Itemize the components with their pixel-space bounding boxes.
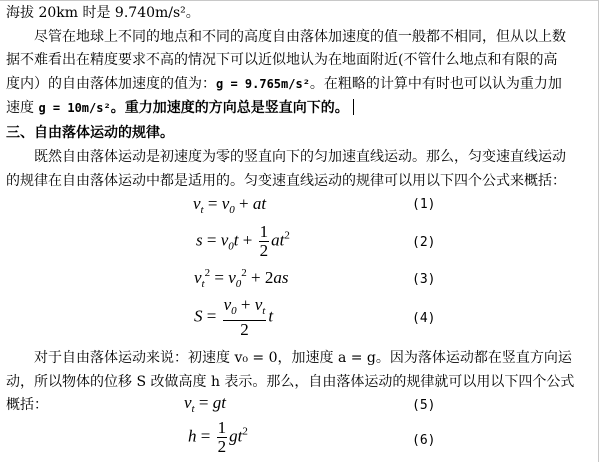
- gravity-value: g = 9.765m/s²: [216, 77, 310, 91]
- text-cursor: [353, 99, 355, 115]
- text-run: 动，所以物体的位移 S 改做高度 h 表示。那么，自由落体运动的规律就可以用以下四个公式: [6, 374, 575, 390]
- gravity-approx-value: g = 10m/s²: [38, 101, 111, 115]
- paragraph-line: [6, 395, 48, 415]
- paragraph-line: [34, 27, 566, 47]
- paragraph-line: [6, 74, 562, 94]
- text-run: 对于自由落体运动来说：初速度 v₀ = 0，加速度 a = g。因为落体运动都在竖直方向运: [34, 350, 572, 366]
- paragraph-line: [6, 98, 354, 118]
- equation-number: (3): [412, 272, 436, 287]
- text-run: 的规律在自由落体运动中都是适用的。匀变速直线运动的规律可以用以下四个公式来概括：: [6, 173, 566, 189]
- text-run: 。在粗略的计算中有时也可以认为重力加: [309, 76, 562, 92]
- formula-1: $v_t = v_0$ + at: [193, 194, 267, 216]
- equation-number: (6): [412, 433, 436, 448]
- text-run: 度内）的自由落体加速度的值为：: [6, 76, 216, 92]
- paragraph-line: [34, 348, 572, 368]
- equation-number: (5): [412, 398, 436, 413]
- text-run: 既然自由落体运动是初速度为零的竖直向下的匀加速直线运动。那么，匀变速直线运动: [34, 149, 566, 165]
- equation-number: (1): [412, 197, 436, 212]
- text-run: 速度: [6, 100, 34, 116]
- paragraph-line: [6, 171, 566, 191]
- paragraph-line: [6, 372, 574, 392]
- text-run: 海拔 20km 时是 9.740m/s²。: [6, 5, 200, 21]
- formula-2: $s = v_0t$ + $\frac{1}{2}$ $at^2$: [196, 222, 290, 260]
- formula-3: $v_t^2 = v_0^2 + 2as$: [194, 267, 289, 290]
- formula-6: h = $\frac{1}{2}$ $gt^2$: [188, 418, 248, 456]
- paragraph-line: [6, 3, 200, 23]
- text-run: 概括：: [6, 397, 48, 413]
- text-run: 据不难看出在精度要求不高的情况下可以近似地认为在地面附近(不管什么地点和有限的高: [6, 52, 558, 68]
- bold-statement: 。重力加速度的方向总是竖直向下的。: [110, 100, 349, 116]
- equation-number: (2): [412, 235, 436, 250]
- text-run: 尽管在地球上不同的地点和不同的高度自由落体加速度的值一般都不相同，但从以上数: [34, 29, 566, 45]
- paragraph-line: [34, 147, 566, 167]
- formula-4: S = $\frac{v_0 + v_t}{2}$ t: [194, 295, 274, 339]
- formula-5: $v_t$ = gt: [184, 393, 226, 415]
- paragraph-line: [6, 50, 557, 70]
- section-heading: 三、自由落体运动的规律。: [6, 125, 174, 141]
- equation-number: (4): [412, 311, 436, 326]
